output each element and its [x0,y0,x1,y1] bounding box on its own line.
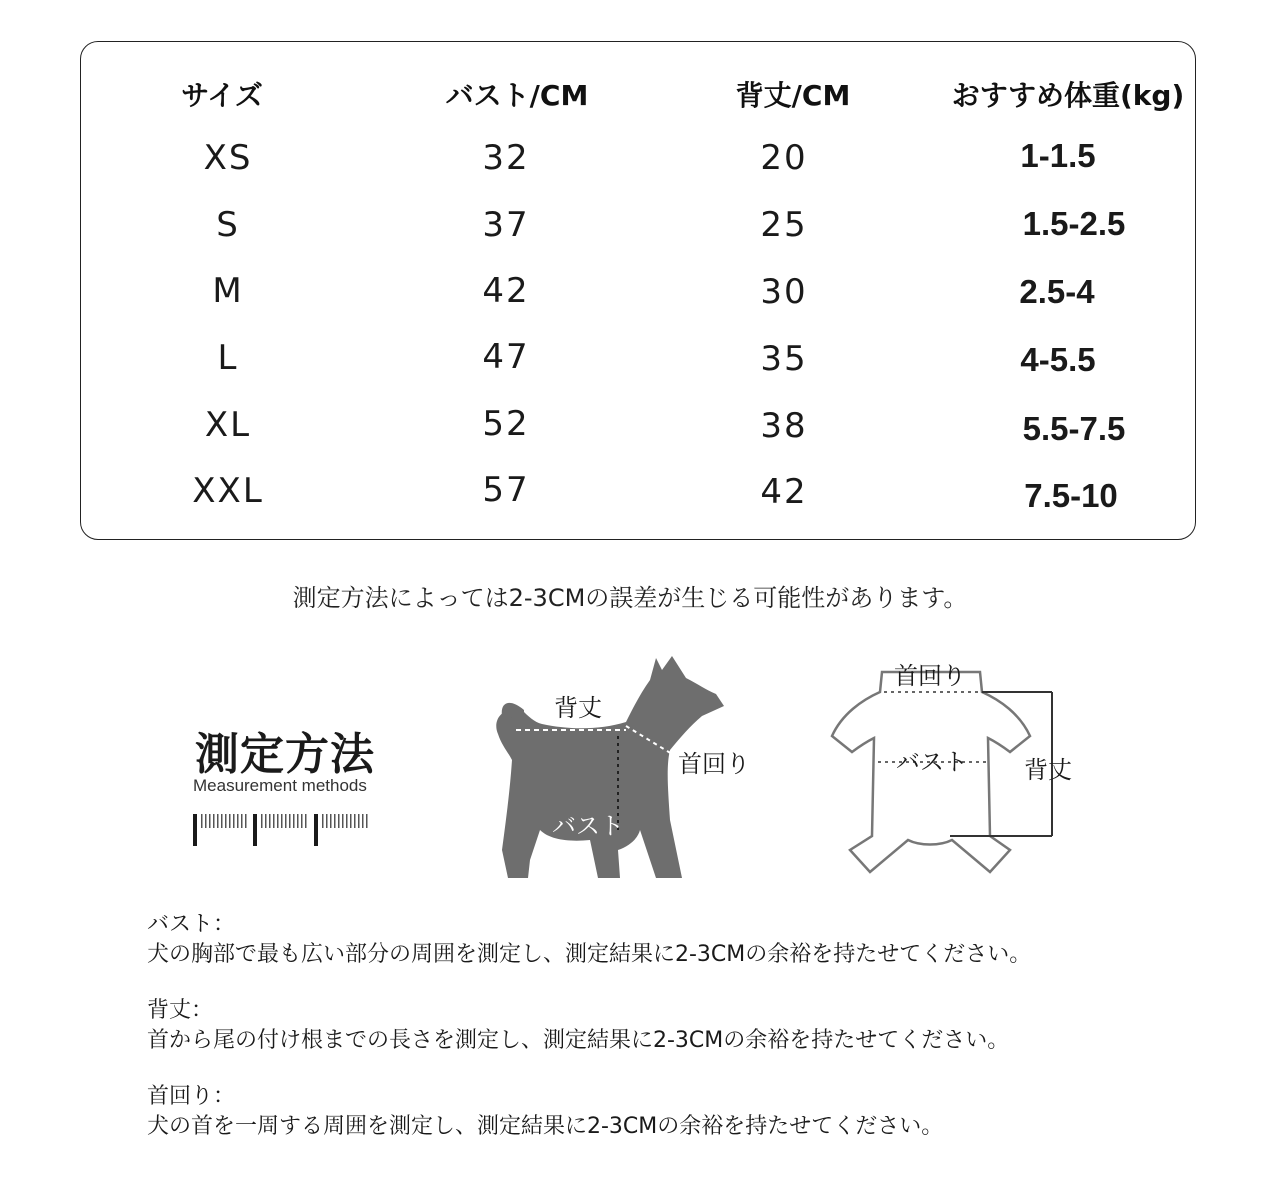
cell-back: 42 [760,472,808,512]
neck-description-text: 犬の首を一周する周囲を測定し、測定結果に2-3CMの余裕を持たせてください。 [147,1114,944,1139]
cell-back: 20 [760,138,808,178]
cell-weight: 4-5.5 [1020,341,1096,378]
cell-bust: 57 [482,470,530,510]
header-recommended-weight: おすすめ体重(kg) [951,79,1185,112]
cell-bust: 52 [482,404,530,444]
size-table [80,41,1196,540]
cell-weight: 5.5-7.5 [1022,410,1126,447]
cell-weight: 2.5-4 [1019,273,1095,310]
dog-neck-label: 首回り [678,750,750,778]
cell-back: 30 [760,272,808,312]
dog-bust-label: バスト [552,812,624,840]
dog-back-label: 背丈 [554,694,602,722]
header-bust: バスト/CM [445,79,589,112]
bust-description-heading: バスト： [147,912,236,937]
cell-back: 38 [760,406,808,446]
cell-bust: 47 [482,337,530,377]
measurement-diagram [480,650,1080,890]
bust-description-text: 犬の胸部で最も広い部分の周囲を測定し、測定結果に2-3CMの余裕を持たせてください。 [147,942,1032,967]
garment-bust-label: バスト [896,748,968,776]
back-length-description-text: 首から尾の付け根までの長さを測定し、測定結果に2-3CMの余裕を持たせてください。 [147,1028,1010,1053]
header-back-length: 背丈/CM [735,79,851,112]
method-title: 測定方法 [195,729,375,780]
back-length-description-heading: 背丈： [147,998,214,1023]
bust-description [147,910,1031,970]
cell-bust: 32 [482,138,530,178]
cell-size: XL [204,405,252,445]
cell-size: S [216,205,240,245]
cell-bust: 37 [482,205,530,245]
ruler-icon [190,808,375,850]
header-size: サイズ [181,79,263,112]
garment-back-label: 背丈 [1024,756,1072,784]
cell-size: L [217,338,239,378]
cell-back: 35 [760,339,808,379]
neck-description-heading: 首回り： [147,1084,236,1109]
cell-back: 25 [760,205,808,245]
cell-size: XXL [192,471,264,511]
method-subtitle: Measurement methods [193,776,367,795]
cell-weight: 1.5-2.5 [1022,205,1126,242]
cell-size: XS [203,138,253,178]
cell-weight: 1-1.5 [1020,137,1096,174]
garment-neck-label: 首回り [894,662,966,690]
measurement-error-note: 測定方法によっては2-3CMの誤差が生じる可能性があります。 [292,584,968,612]
neck-description [147,1082,943,1142]
cell-weight: 7.5-10 [1024,477,1118,514]
cell-size: M [212,271,244,311]
cell-bust: 42 [482,271,530,311]
back-length-description [147,996,1009,1056]
